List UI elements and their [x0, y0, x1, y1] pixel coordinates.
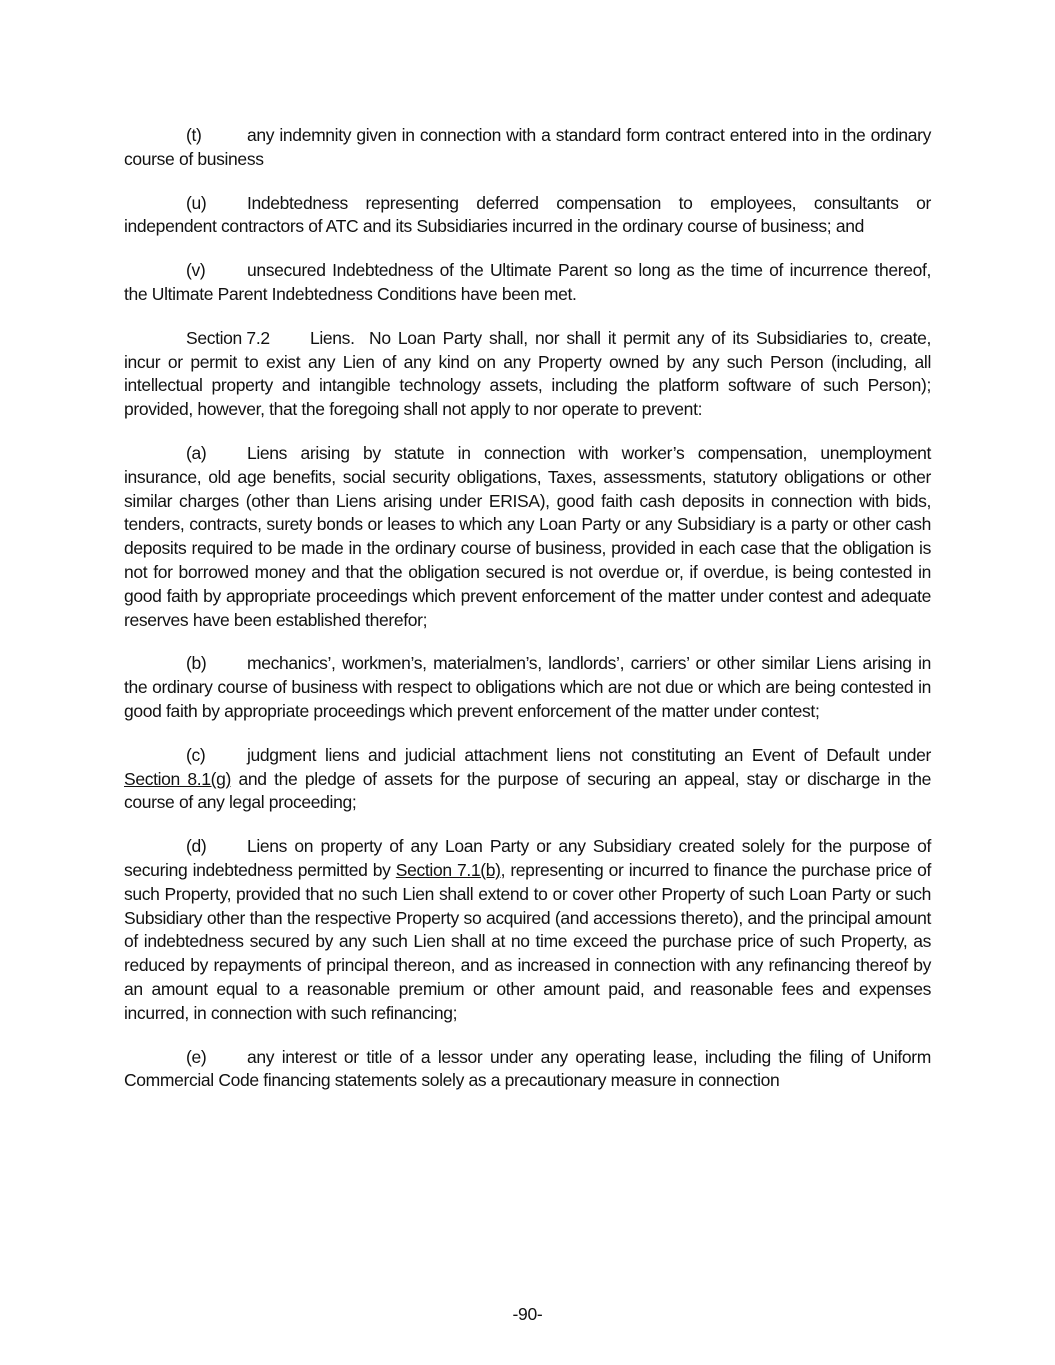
- clause-b-text: mechanics’, workmen’s, materialmen’s, landlords’, carriers’ or other similar Liens arising in the ordinary course of business with respect to obligations which are not due or which are being contested in good faith by appropriate proceedings which prevent enforcement of the matter under contest;: [124, 653, 931, 721]
- clause-e-label: (e): [186, 1046, 207, 1067]
- section-8-1-g-reference: Section 8.1(g): [124, 768, 231, 789]
- clause-v: [124, 259, 931, 307]
- clause-c-text-after: and the pledge of assets for the purpose of securing an appeal, stay or discharge in the course of any legal proceeding;: [124, 768, 931, 813]
- clause-e: [124, 1046, 931, 1094]
- section-7-2: [124, 327, 931, 422]
- section-7-1-b-reference: Section 7.1(b): [395, 859, 501, 880]
- clause-a: [124, 442, 931, 632]
- clause-e-text: any interest or title of a lessor under any operating lease, including the filing of Uniform Commercial Code financing statements solely as a precautionary measure in connection: [124, 1046, 931, 1091]
- clause-u-label: (u): [186, 192, 207, 213]
- clause-v-label: (v): [186, 260, 206, 281]
- clause-c-label: (c): [186, 744, 206, 765]
- clause-u: [124, 192, 931, 240]
- clause-c-text-before: judgment liens and judicial attachment liens not constituting an Event of Default under: [247, 744, 931, 765]
- section-text: No Loan Party shall, nor shall it permit any of its Subsidiaries to, create, incur or permit to exist any Lien of any kind on any Property owned by any such Person (including, all intellectual property and intangible technology assets, including the platform software of such Person); provided, however, that the foregoing shall not apply to nor operate to prevent:: [124, 327, 932, 420]
- clause-t: [124, 124, 931, 172]
- clause-b: [124, 652, 931, 723]
- page-number: -90-: [512, 1304, 543, 1324]
- clause-t-label: (t): [186, 125, 202, 145]
- clause-u-text: Indebtedness representing deferred compensation to employees, consultants or independent contractors of ATC and its Subsidiaries incurred in the ordinary course of business; and: [124, 192, 931, 237]
- section-title: Liens.: [310, 327, 355, 348]
- clause-c: [124, 744, 931, 815]
- clause-b-label: (b): [186, 653, 207, 674]
- clause-v-text: unsecured Indebtedness of the Ultimate Parent so long as the time of incurrence thereof, the Ultimate Parent Indebtedness Conditions have been met.: [124, 260, 931, 304]
- section-label: Section 7.2: [186, 327, 270, 348]
- clause-a-text: Liens arising by statute in connection with worker’s compensation, unemployment insurance, old age benefits, social security obligations, Taxes, assessments, statutory obligations or other similar charges (other than Liens arising under ERISA), good faith cash deposits in connection with bids, tenders, contracts, surety bonds or leases to which any Loan Party or any Subsidiary is a party or other cash deposits required to be made in the ordinary course of business, provided in each case that the obligation is not for borrowed money and that the obligation secured is not overdue or, if overdue, is being contested in good faith by appropriate proceedings which prevent enforcement of the matter under contest and adequate reserves have been established therefor;: [124, 442, 931, 630]
- clause-a-label: (a): [186, 442, 207, 463]
- clause-t-text: any indemnity given in connection with a standard form contract entered into in the ordinary course of business: [124, 125, 931, 169]
- clause-d-text-after: , representing or incurred to finance the purchase price of such Property, provided that no such Lien shall extend to or cover other Property of such Loan Party or such Subsidiary other than the respective Property so acquired (and accessions thereto), and the principal amount of indebtedness secured by any such Lien shall at no time exceed the purchase price of such Property, as reduced by repayments of principal thereon, and as increased in connection with any refinancing thereof by an amount equal to a reasonable premium or other amount paid, and reasonable fees and expenses incurred, in connection with such refinancing;: [124, 859, 931, 1023]
- clause-d-text-before: Liens on property of any Loan Party or any Subsidiary created solely for the purpose of securing indebtedness permitted by: [124, 836, 931, 880]
- clause-d: [124, 835, 931, 1025]
- clause-d-label: (d): [186, 836, 207, 857]
- document-page: [124, 124, 931, 1093]
